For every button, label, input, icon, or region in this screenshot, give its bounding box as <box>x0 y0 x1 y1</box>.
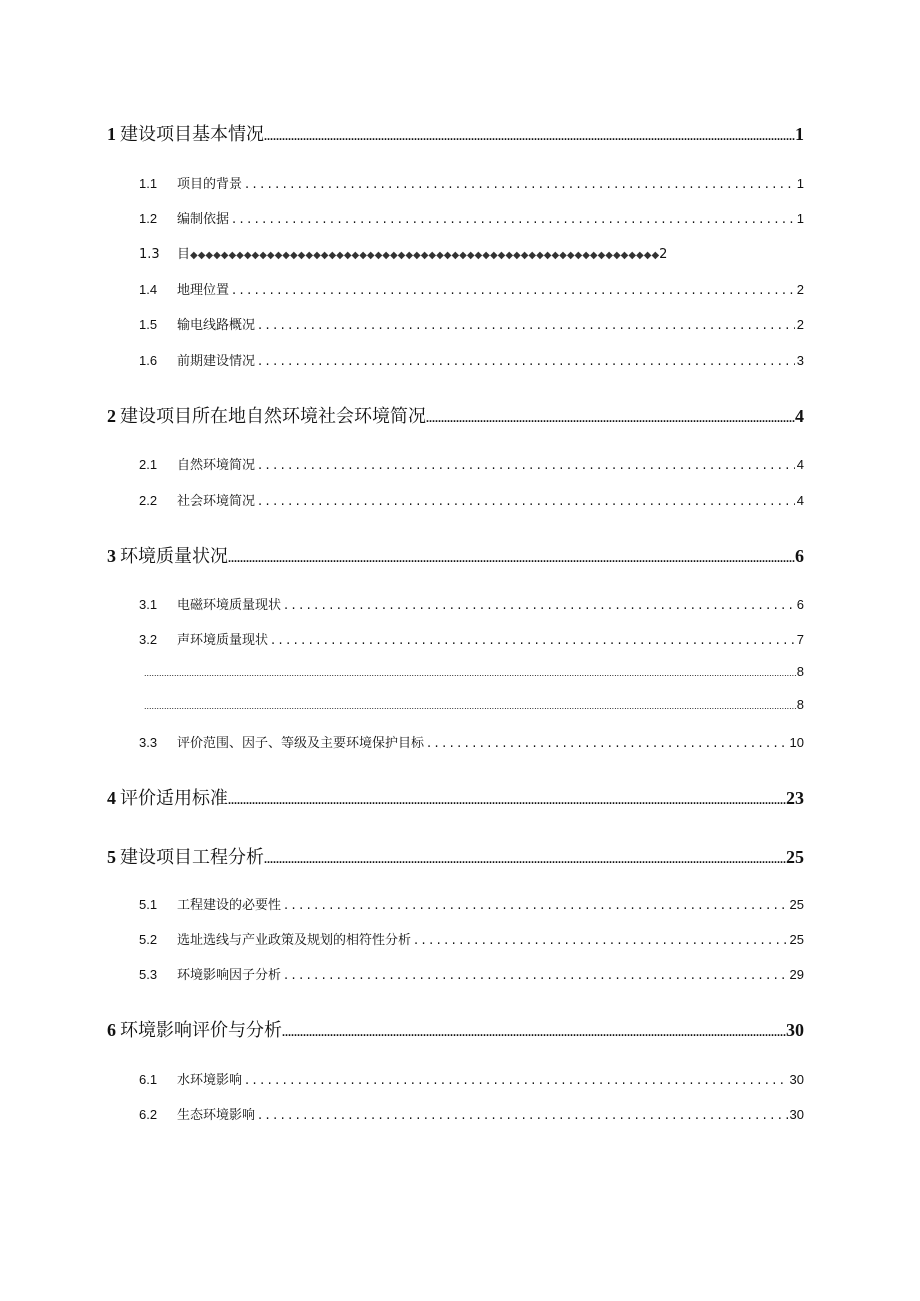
chapter-number: 1 <box>107 124 116 144</box>
section-title: 生态环境影响 <box>177 1108 256 1123</box>
chapter-number: 6 <box>107 1020 116 1040</box>
section-title: 社会环境简况 <box>177 494 256 509</box>
toc-section-3-3[interactable] <box>139 732 804 751</box>
section-title: 编制依据 <box>177 212 230 227</box>
dot-leader <box>255 354 795 369</box>
toc-untitled-entry[interactable] <box>144 664 804 679</box>
toc-chapter-4[interactable] <box>107 784 804 810</box>
section-number: 3.1 <box>139 597 158 612</box>
toc-section-1-4[interactable] <box>139 279 804 298</box>
chapter-number: 3 <box>107 546 116 566</box>
dot-leader <box>255 318 795 333</box>
page-number: 2 <box>796 317 804 332</box>
toc-section-2-1[interactable] <box>139 454 804 473</box>
toc-section-1-1[interactable] <box>139 173 804 192</box>
toc-section-1-6[interactable] <box>139 350 804 369</box>
section-number: 2.2 <box>139 493 158 508</box>
page-number: 1 <box>796 176 804 191</box>
chapter-title: 建设项目基本情况 <box>120 124 264 145</box>
page-number: 7 <box>796 632 804 647</box>
chapter-number: 4 <box>107 788 116 808</box>
chapter-title: 建设项目工程分析 <box>120 847 264 868</box>
section-number: 3.3 <box>139 735 158 750</box>
dot-leader <box>144 668 797 678</box>
dot-leader <box>229 283 795 298</box>
page-number: 6 <box>795 546 804 566</box>
dot-leader <box>229 212 795 227</box>
page-number: 10 <box>789 735 804 750</box>
toc-section-1-3[interactable] <box>139 243 804 262</box>
page-number: 4 <box>796 493 804 508</box>
page-number: 30 <box>786 1020 804 1040</box>
dot-leader <box>426 411 795 426</box>
section-number: 5.1 <box>139 897 158 912</box>
section-title: 选址选线与产业政策及规划的相符性分析 <box>177 933 412 948</box>
toc-section-1-5[interactable] <box>139 314 804 333</box>
page-number: 4 <box>796 457 804 472</box>
chapter-number: 5 <box>107 847 116 867</box>
toc-chapter-1[interactable] <box>107 120 804 146</box>
dot-leader <box>228 551 795 566</box>
section-number: 1.6 <box>139 353 158 368</box>
section-number: 5.3 <box>139 967 158 982</box>
dot-leader <box>255 494 795 509</box>
toc-section-6-2[interactable] <box>139 1104 804 1123</box>
toc-chapter-2[interactable] <box>107 402 804 428</box>
toc-section-1-2[interactable] <box>139 208 804 227</box>
page-number: 8 <box>796 697 804 712</box>
section-title: 前期建设情况 <box>177 354 256 369</box>
section-number: 6.1 <box>139 1072 158 1087</box>
dot-leader <box>228 793 786 808</box>
page-number: 30 <box>789 1107 804 1122</box>
dot-leader <box>282 1025 786 1040</box>
toc-section-5-3[interactable] <box>139 964 804 983</box>
page-number: 6 <box>796 597 804 612</box>
section-title: 自然环境简况 <box>177 458 256 473</box>
section-title: 声环境质量现状 <box>177 633 269 648</box>
section-number: 1.5 <box>139 317 158 332</box>
page-number: 25 <box>786 847 804 867</box>
page-number: 2 <box>659 247 668 262</box>
section-number: 5.2 <box>139 932 158 947</box>
page-number: 29 <box>789 967 804 982</box>
dot-leader <box>242 1073 788 1088</box>
section-title: 评价范围、因子、等级及主要环境保护目标 <box>177 736 425 751</box>
page-number: 4 <box>795 406 804 426</box>
chapter-title: 评价适用标准 <box>120 788 228 809</box>
section-title: 输电线路概况 <box>177 318 256 333</box>
page-number: 2 <box>796 282 804 297</box>
diamond-leader: ◆◆◆◆◆◆◆◆◆◆◆◆◆◆◆◆◆◆◆◆◆◆◆◆◆◆◆◆◆◆◆◆◆◆◆◆◆◆◆◆◆◆◆◆◆◆◆◆◆◆◆◆◆◆◆◆◆◆◆◆◆ <box>190 250 660 261</box>
section-number: 2.1 <box>139 457 158 472</box>
toc-section-6-1[interactable] <box>139 1069 804 1088</box>
chapter-title: 环境质量状况 <box>120 546 228 567</box>
section-number: 3.2 <box>139 632 158 647</box>
section-title: 目 <box>177 247 191 262</box>
section-number: 1.3 <box>139 247 160 262</box>
section-title: 项目的背景 <box>177 177 243 192</box>
toc-chapter-6[interactable] <box>107 1016 804 1042</box>
dot-leader <box>264 852 786 867</box>
page-number: 25 <box>789 932 804 947</box>
chapter-title: 建设项目所在地自然环境社会环境简况 <box>120 406 426 427</box>
page-number: 1 <box>795 124 804 144</box>
dot-leader <box>281 898 788 913</box>
dot-leader <box>281 968 788 983</box>
dot-leader <box>242 177 795 192</box>
section-title: 工程建设的必要性 <box>177 898 282 913</box>
toc-section-5-2[interactable] <box>139 929 804 948</box>
dot-leader <box>255 1108 788 1123</box>
toc-section-2-2[interactable] <box>139 490 804 509</box>
section-number: 1.1 <box>139 176 158 191</box>
page-number: 30 <box>789 1072 804 1087</box>
toc-section-3-1[interactable] <box>139 594 804 613</box>
section-number: 1.4 <box>139 282 158 297</box>
page-number: 23 <box>786 788 804 808</box>
toc-section-5-1[interactable] <box>139 894 804 913</box>
page-number: 1 <box>796 211 804 226</box>
dot-leader <box>424 736 788 751</box>
section-title: 电磁环境质量现状 <box>177 598 282 613</box>
chapter-title: 环境影响评价与分析 <box>120 1020 282 1041</box>
dot-leader <box>411 933 788 948</box>
toc-untitled-entry[interactable] <box>144 697 804 712</box>
section-title: 环境影响因子分析 <box>177 968 282 983</box>
toc-section-3-2[interactable] <box>139 629 804 648</box>
page-number: 3 <box>796 353 804 368</box>
dot-leader <box>268 633 795 648</box>
section-title: 地理位置 <box>177 283 230 298</box>
toc-chapter-5[interactable] <box>107 843 804 869</box>
section-number: 6.2 <box>139 1107 158 1122</box>
page-number: 8 <box>796 664 804 679</box>
dot-leader <box>255 458 795 473</box>
dot-leader <box>144 701 797 711</box>
dot-leader <box>264 129 795 144</box>
section-number: 1.2 <box>139 211 158 226</box>
page-number: 25 <box>789 897 804 912</box>
dot-leader <box>281 598 795 613</box>
toc-chapter-3[interactable] <box>107 542 804 568</box>
chapter-number: 2 <box>107 406 116 426</box>
section-title: 水环境影响 <box>177 1073 243 1088</box>
